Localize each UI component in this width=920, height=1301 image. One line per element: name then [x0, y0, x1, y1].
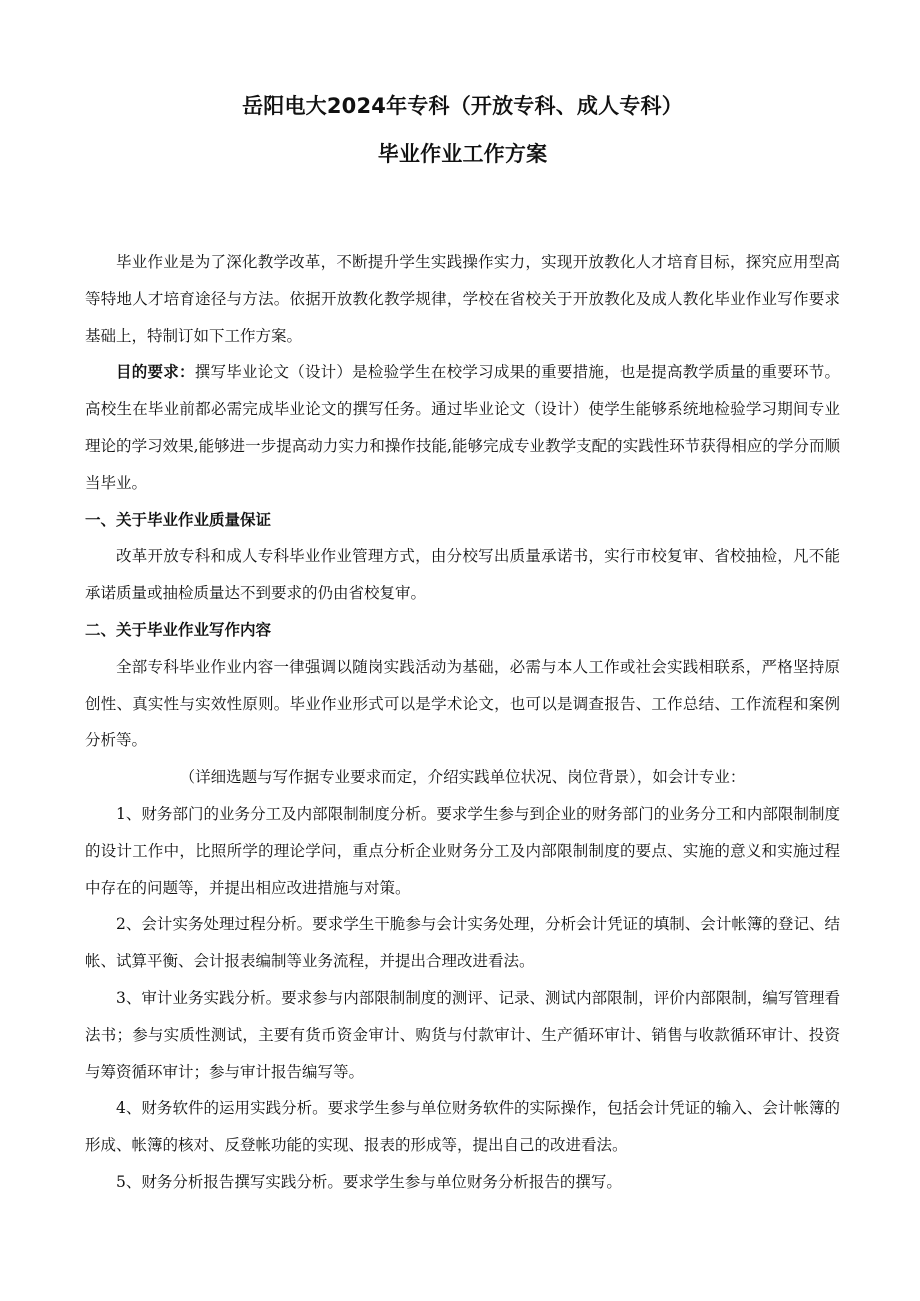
- list-item: 5、财务分析报告撰写实践分析。要求学生参与单位财务分析报告的撰写。: [116, 1172, 622, 1191]
- list-item: 4、财务软件的运用实践分析。要求学生参与单位财务软件的实际操作，包括会计凭证的输入、会计帐簿的形成、帐簿的核对、反登帐功能的实现、报表的形成等，提出自己的改进看法。: [85, 1099, 840, 1155]
- section1-paragraph: 改革开放专科和成人专科毕业作业管理方式，由分校写出质量承诺书，实行市校复审、省校抽检，凡不能承诺质量或抽检质量达不到要求的仍由省校复审。: [85, 547, 840, 603]
- list-item: 3、审计业务实践分析。要求参与内部限制制度的测评、记录、测试内部限制，评价内部限制，编写管理看法书；参与实质性测试，主要有货币资金审计、购货与付款审计、生产循环审计、销售与收款循环审计、投资与筹资循环审计；参与审计报告编写等。: [85, 988, 840, 1081]
- document-body: [85, 244, 840, 1201]
- section2-paragraph: 全部专科毕业作业内容一律强调以随岗实践活动为基础，必需与本人工作或社会实践相联系，严格坚持原创性、真实性与实效性原则。毕业作业形式可以是学术论文，也可以是调查报告、工作总结、工作流程和案例分析等。: [85, 657, 840, 750]
- list-item: 2、会计实务处理过程分析。要求学生干脆参与会计实务处理，分析会计凭证的填制、会计帐簿的登记、结帐、试算平衡、会计报表编制等业务流程，并提出合理改进看法。: [85, 915, 840, 971]
- purpose-label: 目的要求：: [116, 362, 195, 382]
- list-item: 1、财务部门的业务分工及内部限制制度分析。要求学生参与到企业的财务部门的业务分工和内部限制制度的设计工作中，比照所学的理论学问，重点分析企业财务分工及内部限制制度的要点、实施的意义和实施过程中存在的问题等，并提出相应改进措施与对策。: [85, 804, 840, 897]
- section2-note: （详细选题与写作据专业要求而定，介绍实践单位状况、岗位背景），如会计专业：: [179, 768, 746, 787]
- purpose-text: 撰写毕业论文（设计）是检验学生在校学习成果的重要措施，也是提高教学质量的重要环节。高校生在毕业前都必需完成毕业论文的撰写任务。通过毕业论文（设计）使学生能够系统地检验学习期间专业理论的学习效果,能够进一步提高动力实力和操作技能,能够完成专业教学支配的实践性环节获得相应的学分而顺当毕业。: [85, 363, 840, 492]
- purpose-paragraph: [85, 354, 840, 501]
- document-title-line2: 毕业作业工作方案: [377, 142, 548, 166]
- intro-paragraph: 毕业作业是为了深化教学改革，不断提升学生实践操作实力，实现开放教化人才培育目标，探究应用型高等特地人才培育途径与方法。依据开放教化教学规律，学校在省校关于开放教化及成人教化毕业作业写作要求基础上，特制订如下工作方案。: [85, 253, 840, 345]
- section2-heading: 二、关于毕业作业写作内容: [85, 619, 272, 639]
- section1-heading: 一、关于毕业作业质量保证: [85, 509, 272, 529]
- document-title-line1: 岳阳电大2024年专科（开放专科、成人专科）: [242, 94, 683, 118]
- document-page: [85, 88, 840, 1201]
